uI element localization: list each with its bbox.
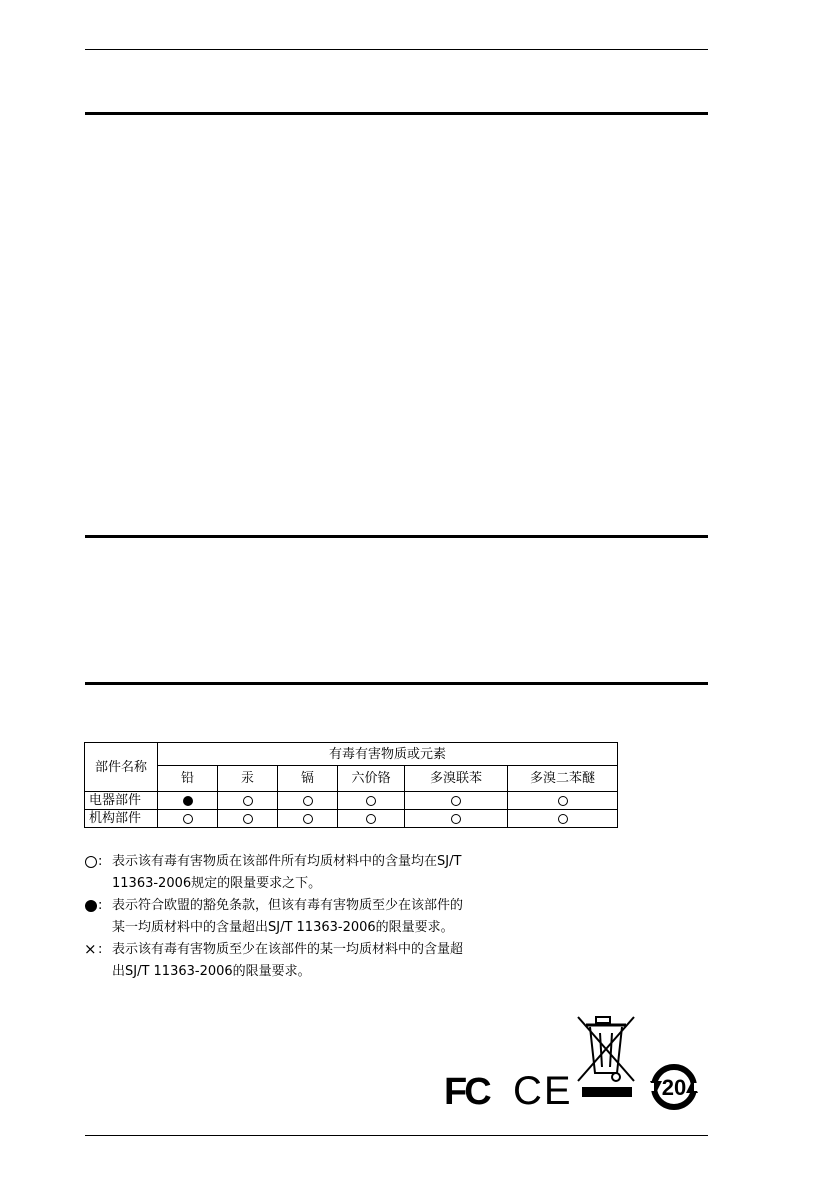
substance-cadmium: 镉: [278, 766, 338, 792]
filled-circle-icon: [85, 900, 97, 912]
substance-hexavalent-chromium: 六价铬: [338, 766, 405, 792]
note-text-line: 表示符合欧盟的豁免条款，但该有毒有害物质至少在该部件的: [112, 898, 464, 913]
fcc-logo: FC: [444, 1071, 489, 1113]
header-substance-group: 有毒有害物质或元素: [158, 743, 618, 766]
substance-pbde: 多溴二苯醚: [508, 766, 618, 792]
ce-mark-logo: CE: [513, 1069, 573, 1113]
empty-circle-icon: [85, 856, 97, 868]
compliance-mark: [366, 796, 376, 806]
compliance-mark: [243, 814, 253, 824]
legend-notes: [84, 851, 534, 983]
compliance-mark: [303, 796, 313, 806]
compliance-mark: [451, 814, 461, 824]
epup-20-year-icon: [646, 1059, 702, 1115]
top-rule: [85, 49, 708, 50]
note-text-line: 某一均质材料中的含量超出SJ/T 11363-2006的限量要求。: [112, 920, 454, 935]
cross-icon: ×: [84, 940, 97, 958]
compliance-mark: [303, 814, 313, 824]
note-empty-circle: : 表示该有毒有害物质在该部件所有均质材料中的含量均在SJ/T 11363-2006规定的限量要求之下。: [84, 851, 534, 895]
section-rule-1: [85, 112, 708, 115]
substance-mercury: 汞: [218, 766, 278, 792]
rohs-table: [84, 742, 618, 828]
compliance-mark: [558, 814, 568, 824]
table-row: [85, 810, 618, 828]
footer-rule: [85, 1135, 708, 1136]
row-label-electrical: 电器部件: [85, 792, 158, 810]
note-text-line: 表示该有毒有害物质在该部件所有均质材料中的含量均在SJ/T: [112, 854, 462, 869]
compliance-mark: [558, 796, 568, 806]
note-text-line: 11363-2006规定的限量要求之下。: [112, 876, 322, 891]
weee-crossed-bin-icon: [576, 1015, 638, 1099]
epup-years-text: 20: [661, 1075, 687, 1100]
compliance-mark: [366, 814, 376, 824]
compliance-mark: [183, 796, 193, 806]
certification-logos: [440, 1015, 710, 1113]
table-row: [85, 792, 618, 810]
substance-pbb: 多溴联苯: [405, 766, 508, 792]
substance-lead: 铅: [158, 766, 218, 792]
section-rule-3: [85, 682, 708, 685]
header-part-name: 部件名称: [85, 743, 158, 792]
note-text-line: 表示该有毒有害物质至少在该部件的某一均质材料中的含量超: [112, 942, 464, 957]
compliance-mark: [243, 796, 253, 806]
compliance-mark: [183, 814, 193, 824]
compliance-mark: [451, 796, 461, 806]
note-filled-circle: : 表示符合欧盟的豁免条款，但该有毒有害物质至少在该部件的 某一均质材料中的含量超出SJ/T 11363-2006的限量要求。: [84, 895, 534, 939]
section-rule-2: [85, 535, 708, 538]
note-cross: × : 表示该有毒有害物质至少在该部件的某一均质材料中的含量超 出SJ/T 11363-2006的限量要求。: [84, 939, 534, 983]
note-text-line: 出SJ/T 11363-2006的限量要求。: [112, 964, 311, 979]
row-label-mechanical: 机构部件: [85, 810, 158, 828]
